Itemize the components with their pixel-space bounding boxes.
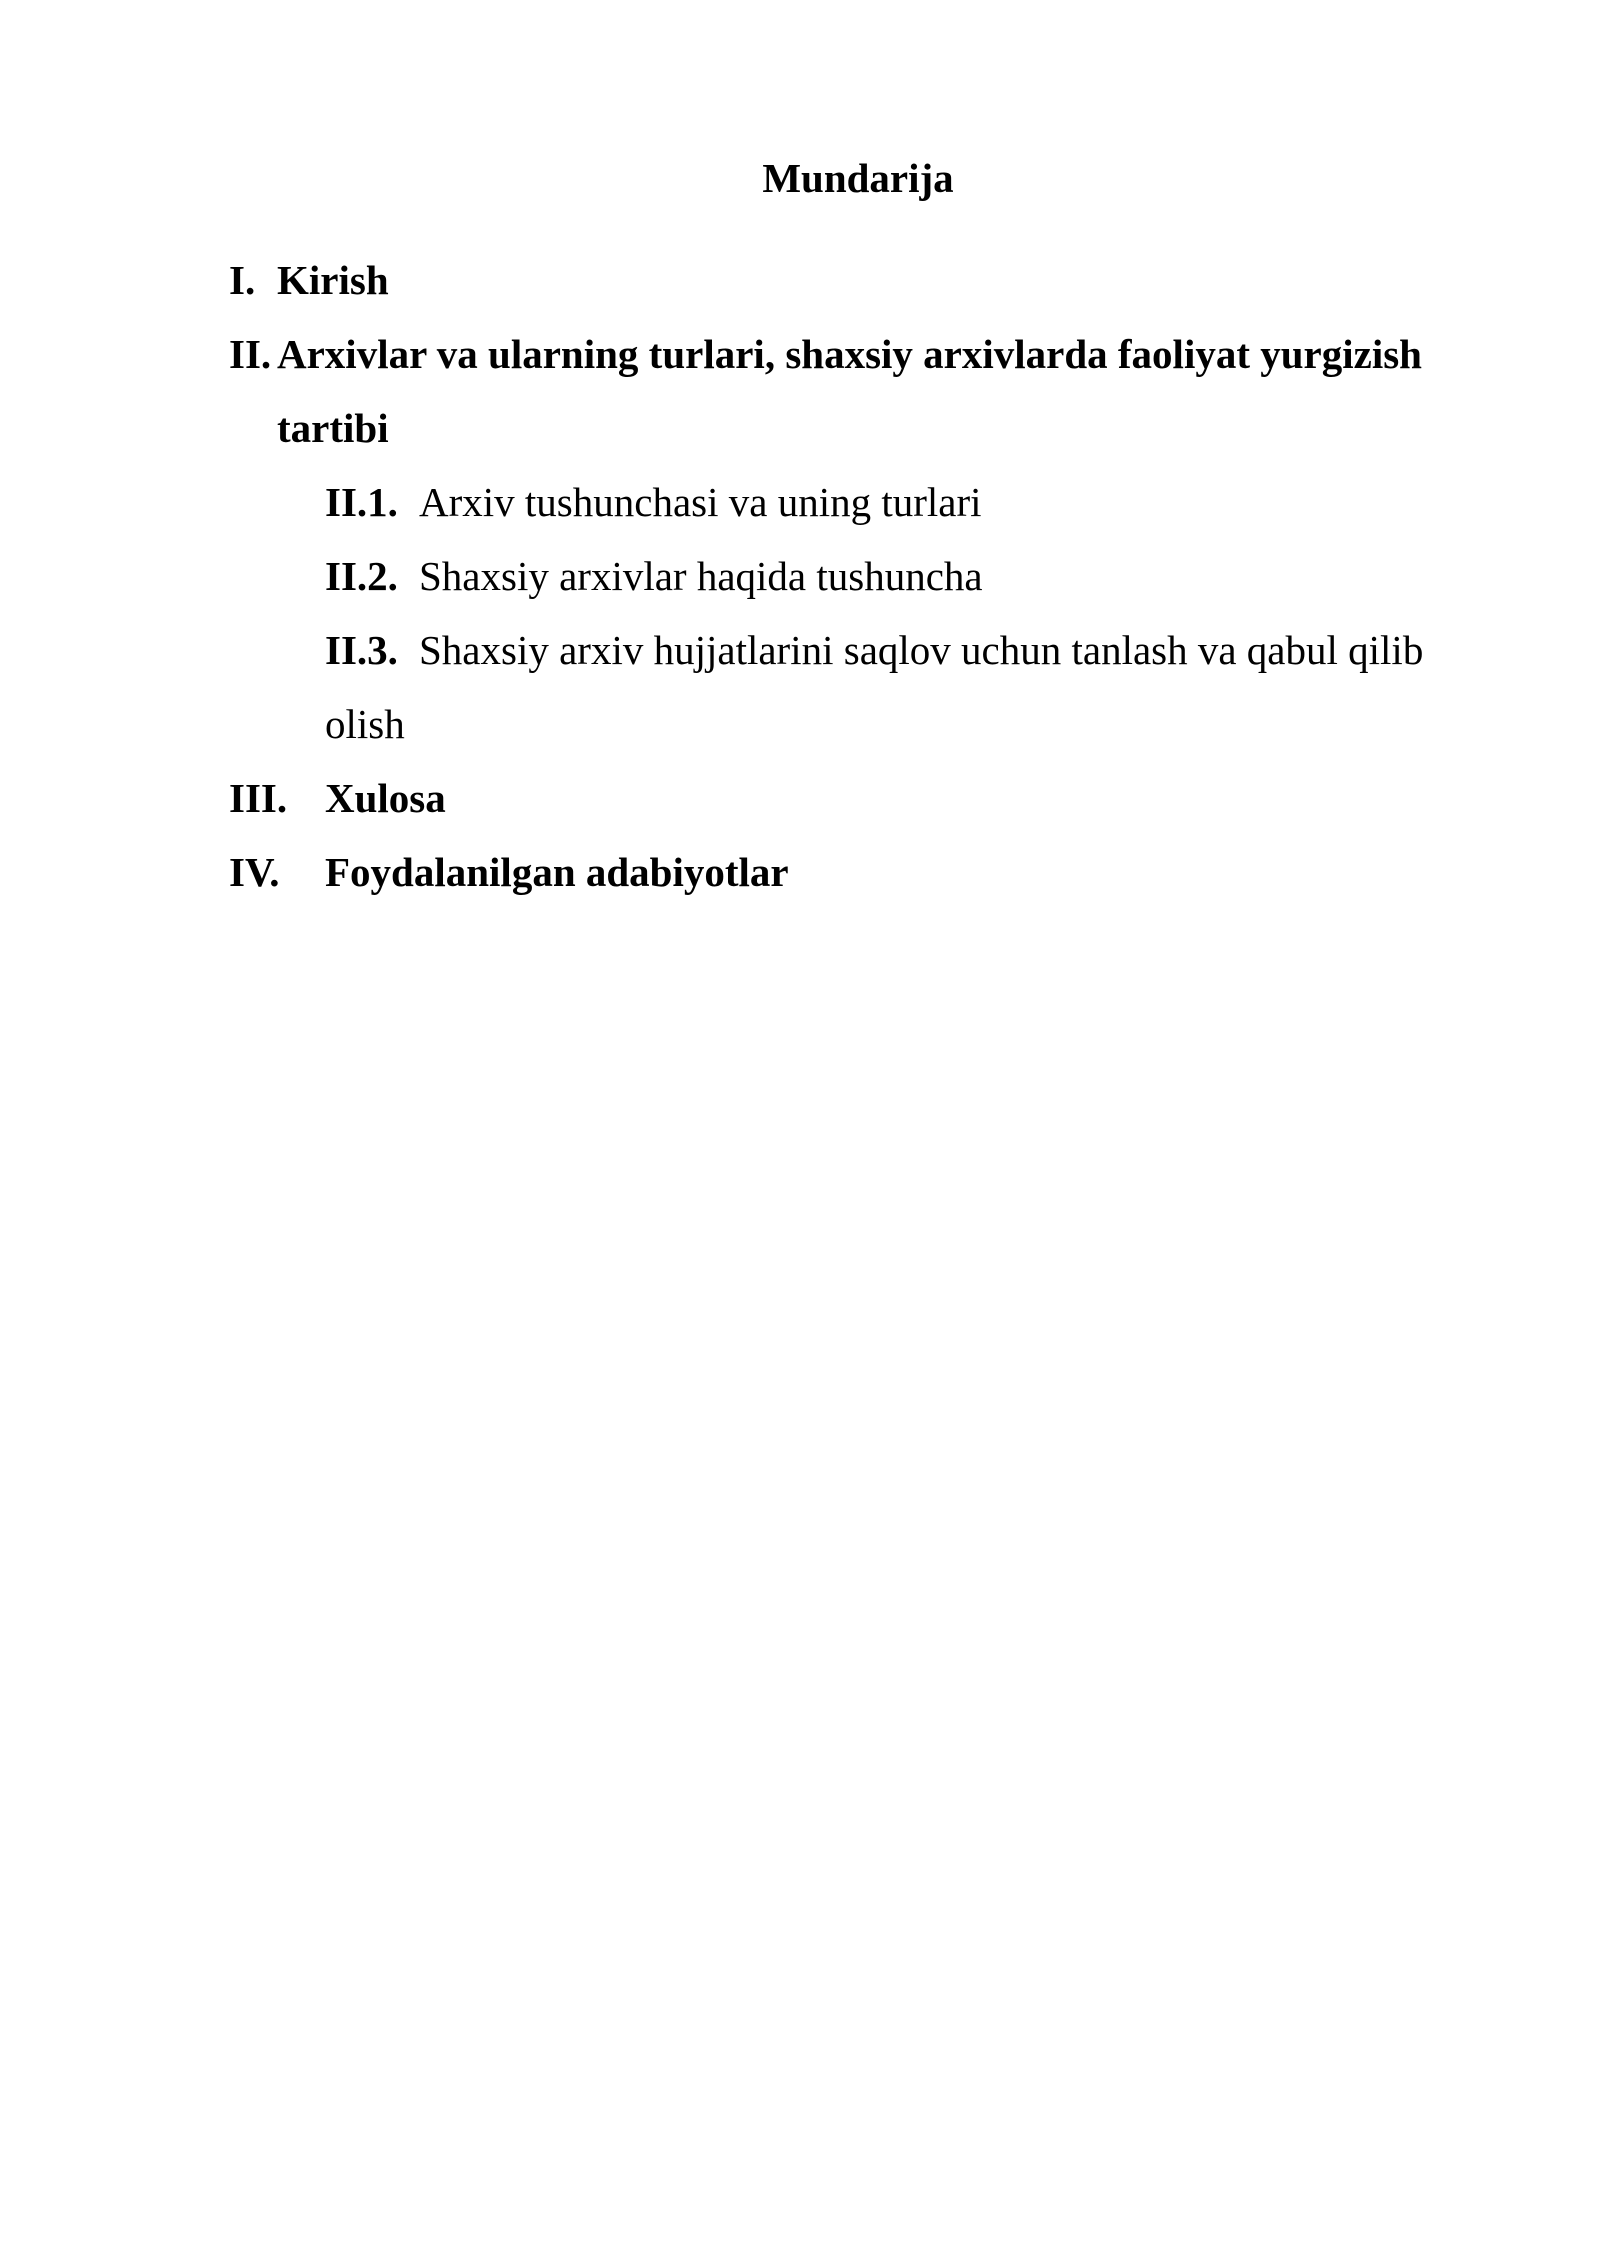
toc-item-number: IV. <box>229 849 280 895</box>
toc-item-number: I. <box>229 257 256 303</box>
toc-subitem-label-continued: olish <box>325 701 405 747</box>
toc-item-label-continued: tartibi <box>277 405 389 451</box>
toc-subitem-number: II.2. <box>325 553 398 599</box>
toc-subitem-label: Arxiv tushunchasi va uning turlari <box>419 479 982 525</box>
toc-item-label: Xulosa <box>325 775 446 821</box>
toc-subitem-number: II.3. <box>325 627 398 673</box>
page-title: Mundarija <box>762 155 954 201</box>
toc-subitem-label: Shaxsiy arxiv hujjatlarini saqlov uchun tanlash va qabul qilib <box>419 627 1424 673</box>
toc-item-label: Arxivlar va ularning turlari, shaxsiy arxivlarda faoliyat yurgizish <box>277 331 1422 377</box>
toc-item-label: Kirish <box>277 257 389 303</box>
toc-subitem-number: II.1. <box>325 479 398 525</box>
toc-item-number: III. <box>229 775 288 821</box>
toc-item-label: Foydalanilgan adabiyotlar <box>325 849 789 895</box>
toc-item-number: II. <box>229 331 272 377</box>
toc-subitem-label: Shaxsiy arxivlar haqida tushuncha <box>419 553 983 599</box>
